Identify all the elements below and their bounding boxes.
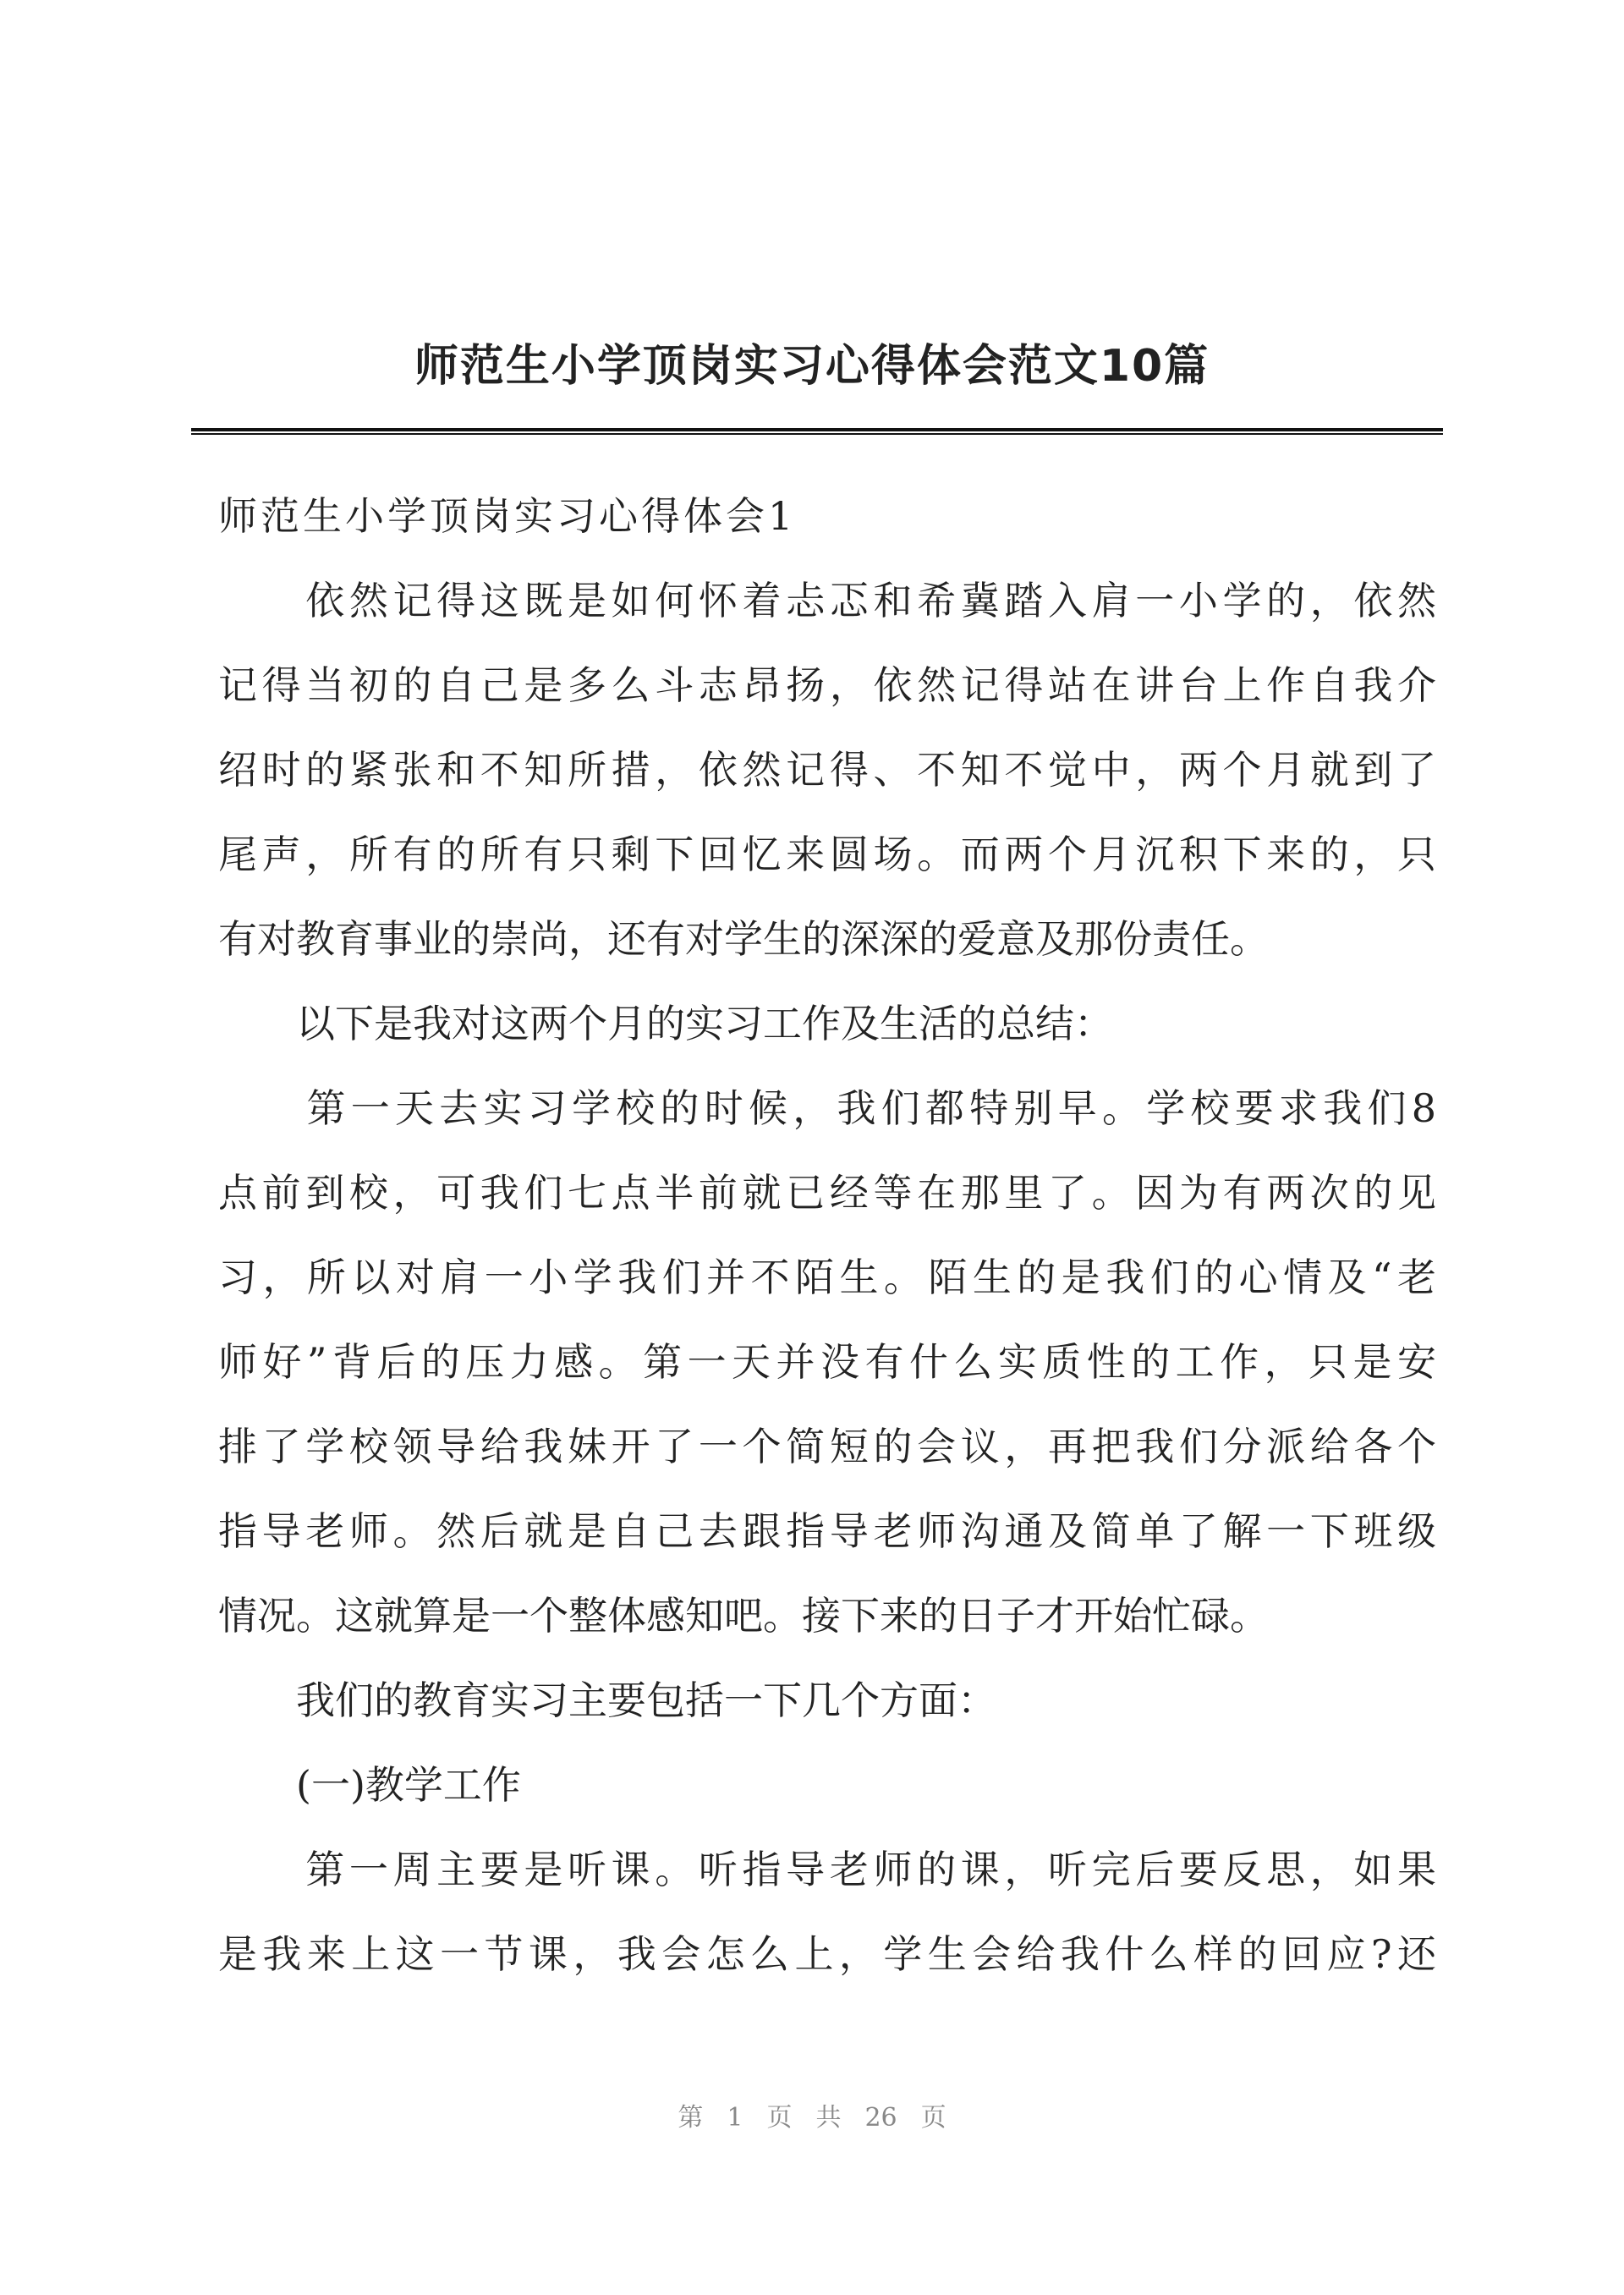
text-line: 记得当初的自己是多么斗志昂扬，依然记得站在讲台上作自我介 [218,662,1436,708]
footer-label: 页 [766,2103,793,2133]
page-footer [0,2096,1624,2133]
text-line: 我们的教育实习主要包括一下几个方面： [218,1677,996,1723]
text-line: 习，所以对肩一小学我们并不陌生。陌生的是我们的心情及“老 [218,1255,1436,1300]
text-line: 排了学校领导给我妹开了一个简短的会议，再把我们分派给各个 [218,1424,1436,1469]
footer-label: 共 [815,2103,842,2133]
footer-label: 第 [678,2103,704,2133]
text-line: 师好”背后的压力感。第一天并没有什么实质性的工作，只是安 [218,1339,1436,1385]
text-line: 以下是我对这两个月的实习工作及生活的总结： [218,1001,1113,1046]
text-line: 点前到校，可我们七点半前就已经等在那里了。因为有两次的见 [218,1170,1436,1216]
text-line: 情况。这就算是一个整体感知吧。接下来的日子才开始忙碌。 [218,1593,1269,1639]
text-line: 第一周主要是听课。听指导老师的课，听完后要反思，如果 [218,1847,1436,1892]
section-heading: 师范生小学顶岗实习心得体会1 [218,493,797,539]
text-line: 指导老师。然后就是自己去跟指导老师沟通及简单了解一下班级 [218,1508,1436,1554]
total-page-count: 26 [864,2103,897,2133]
current-page-number: 1 [727,2103,743,2133]
text-line: 第一天去实习学校的时候，我们都特别早。学校要求我们8 [218,1085,1436,1131]
text-line: 绍时的紧张和不知所措，依然记得、不知不觉中，两个月就到了 [218,747,1436,793]
footer-label: 页 [920,2103,946,2133]
title-double-rule [191,428,1443,435]
text-line: 有对教育事业的崇尚，还有对学生的深深的爱意及那份责任。 [218,916,1269,962]
text-line: 依然记得这既是如何怀着忐忑和希冀踏入肩一小学的，依然 [218,578,1436,623]
text-line: 尾声，所有的所有只剩下回忆来圆场。而两个月沉积下来的，只 [218,832,1436,877]
document-title: 师范生小学顶岗实习心得体会范文10篇 [414,341,1210,392]
text-line: (一)教学工作 [218,1762,521,1808]
text-line: 是我来上这一节课，我会怎么上，学生会给我什么样的回应?还 [218,1931,1436,1977]
document-body [218,474,1436,1996]
